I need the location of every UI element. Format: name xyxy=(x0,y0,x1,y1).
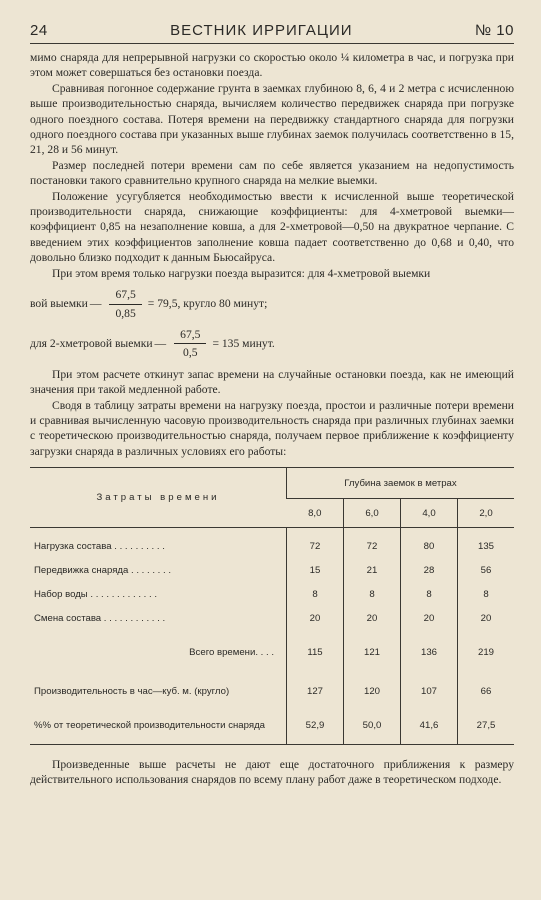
table-cell: 20 xyxy=(458,606,515,630)
table-cell: 8 xyxy=(287,582,344,606)
table-cell: 66 xyxy=(458,674,515,708)
table-cell: 8 xyxy=(458,582,515,606)
row-label: %% от теоретической производительности снаряда xyxy=(34,719,265,731)
numerator: 67,5 xyxy=(109,287,141,304)
table-row xyxy=(30,582,514,606)
row-label: Набор воды . . . . . . . . . . . . . xyxy=(34,588,158,600)
dash: — xyxy=(154,337,167,351)
paragraph: Положение усугубляется необходимостью ввести к исчисленной выше теоретической производительности снаряда, снижающие коэффициенты: для 4-хметровой выемки—коэффициент 0,85 на незаполнение ковша, а для 2-хметровой—0,50 на двукратное черпание. С введением этих коэффициентов заполнение ковша падает соответственно до 0,68 и 0,40, что довольно близко подходит к данным Бьюсайруса. xyxy=(30,189,514,265)
table-col-header: Затраты времени xyxy=(30,468,287,528)
row-label: Всего времени. . . . xyxy=(189,646,274,658)
row-label: Смена состава . . . . . . . . . . . . xyxy=(34,612,166,624)
row-label: Нагрузка состава . . . . . . . . . . xyxy=(34,540,165,552)
depth-cell: 6,0 xyxy=(344,499,401,528)
table-cell: 80 xyxy=(401,528,458,559)
paragraph: Произведенные выше расчеты не дают еще достаточного приближения к размеру действительного использования снарядов по всему плану работ даже в теоретическом подходе. xyxy=(30,757,514,787)
row-label: Производительность в час—куб. м. (кругло) xyxy=(34,685,230,697)
denominator: 0,5 xyxy=(183,346,198,360)
table-cell: 15 xyxy=(287,558,344,582)
table-row xyxy=(30,558,514,582)
fraction xyxy=(109,287,141,321)
formula-prefix: для 2-хметровой выемки xyxy=(30,337,153,351)
table-cell: 27,5 xyxy=(458,708,515,744)
depth-cell: 2,0 xyxy=(458,499,515,528)
page-header xyxy=(30,22,514,39)
table-cell: 135 xyxy=(458,528,515,559)
table-row-total xyxy=(30,630,514,674)
table-cell: 20 xyxy=(401,606,458,630)
table-row xyxy=(30,708,514,744)
depth-cell: 8,0 xyxy=(287,499,344,528)
page-number: 24 xyxy=(30,22,48,39)
formula-2m xyxy=(30,327,514,361)
table-cell: 120 xyxy=(344,674,401,708)
dash: — xyxy=(89,297,102,311)
table-cell: 20 xyxy=(344,606,401,630)
formula-prefix: вой выемки xyxy=(30,297,88,311)
fraction xyxy=(174,327,206,361)
table-cell: 8 xyxy=(344,582,401,606)
table-cell: 115 xyxy=(287,630,344,674)
time-cost-table xyxy=(30,467,514,745)
table-cell: 56 xyxy=(458,558,515,582)
table-cell: 50,0 xyxy=(344,708,401,744)
formula-4m xyxy=(30,287,514,321)
table-row xyxy=(30,674,514,708)
paragraph: Сводя в таблицу затраты времени на нагрузку поезда, простои и различные потери времени и сравнивая вычисленную часовую производительность снаряда при различных глубинах заемки с теоретическою производительностью снаряда, получаем первое приближение к коэффициенту загрузки снаряда в различных условиях его работы: xyxy=(30,398,514,458)
table-cell: 127 xyxy=(287,674,344,708)
issue-number: № 10 xyxy=(475,22,514,39)
header-rule xyxy=(30,43,514,44)
formula-result: = 135 минут. xyxy=(212,337,275,351)
table-cell: 20 xyxy=(287,606,344,630)
table-cell: 72 xyxy=(287,528,344,559)
table-cell: 28 xyxy=(401,558,458,582)
article-body-end xyxy=(30,757,514,788)
denominator: 0,85 xyxy=(115,306,136,320)
paragraph: Сравнивая погонное содержание грунта в заемках глубиною 8, 6, 4 и 2 метра с исчисленною выше производительностью снаряда, вычисляем количество передвижек снаряда при погрузке одного поездного состава. Потеря времени на передвижку стандартного снаряда для погрузки одного поездного состава при указанных выше глубинах заемок получилась соответственно в 15, 21, 28 и 56 минут. xyxy=(30,81,514,157)
table-row xyxy=(30,528,514,559)
paragraph: Размер последней потери времени сам по себе является указанием на недопустимость постановки такого сравнительно крупного снаряда на мелкие выемки. xyxy=(30,158,514,188)
table-cell: 107 xyxy=(401,674,458,708)
formula-result: = 79,5, кругло 80 минут; xyxy=(147,297,268,311)
paragraph: При этом время только нагрузки поезда выразится: для 4-хметровой выемки xyxy=(52,266,431,280)
article-body xyxy=(30,50,514,459)
table-cell: 52,9 xyxy=(287,708,344,744)
table-cell: 41,6 xyxy=(401,708,458,744)
table-cell: 72 xyxy=(344,528,401,559)
paragraph: При этом расчете откинут запас времени на случайные остановки поезда, как не имеющий значения при такой медленной работе. xyxy=(30,367,514,397)
row-label: Передвижка снаряда . . . . . . . . xyxy=(34,564,172,576)
table-cell: 136 xyxy=(401,630,458,674)
table-cell: 121 xyxy=(344,630,401,674)
table-row xyxy=(30,606,514,630)
numerator: 67,5 xyxy=(174,327,206,344)
paragraph: мимо снаряда для непрерывной нагрузки со скоростью около ¼ километра в час, и погрузка при этом может совершаться без остановки поезда. xyxy=(30,51,514,80)
depth-cell: 4,0 xyxy=(401,499,458,528)
table-cell: 219 xyxy=(458,630,515,674)
table-cell: 8 xyxy=(401,582,458,606)
journal-title: ВЕСТНИК ИРРИГАЦИИ xyxy=(170,22,353,39)
table-cell: 21 xyxy=(344,558,401,582)
depth-header: Глубина заемок в метрах xyxy=(287,468,515,499)
